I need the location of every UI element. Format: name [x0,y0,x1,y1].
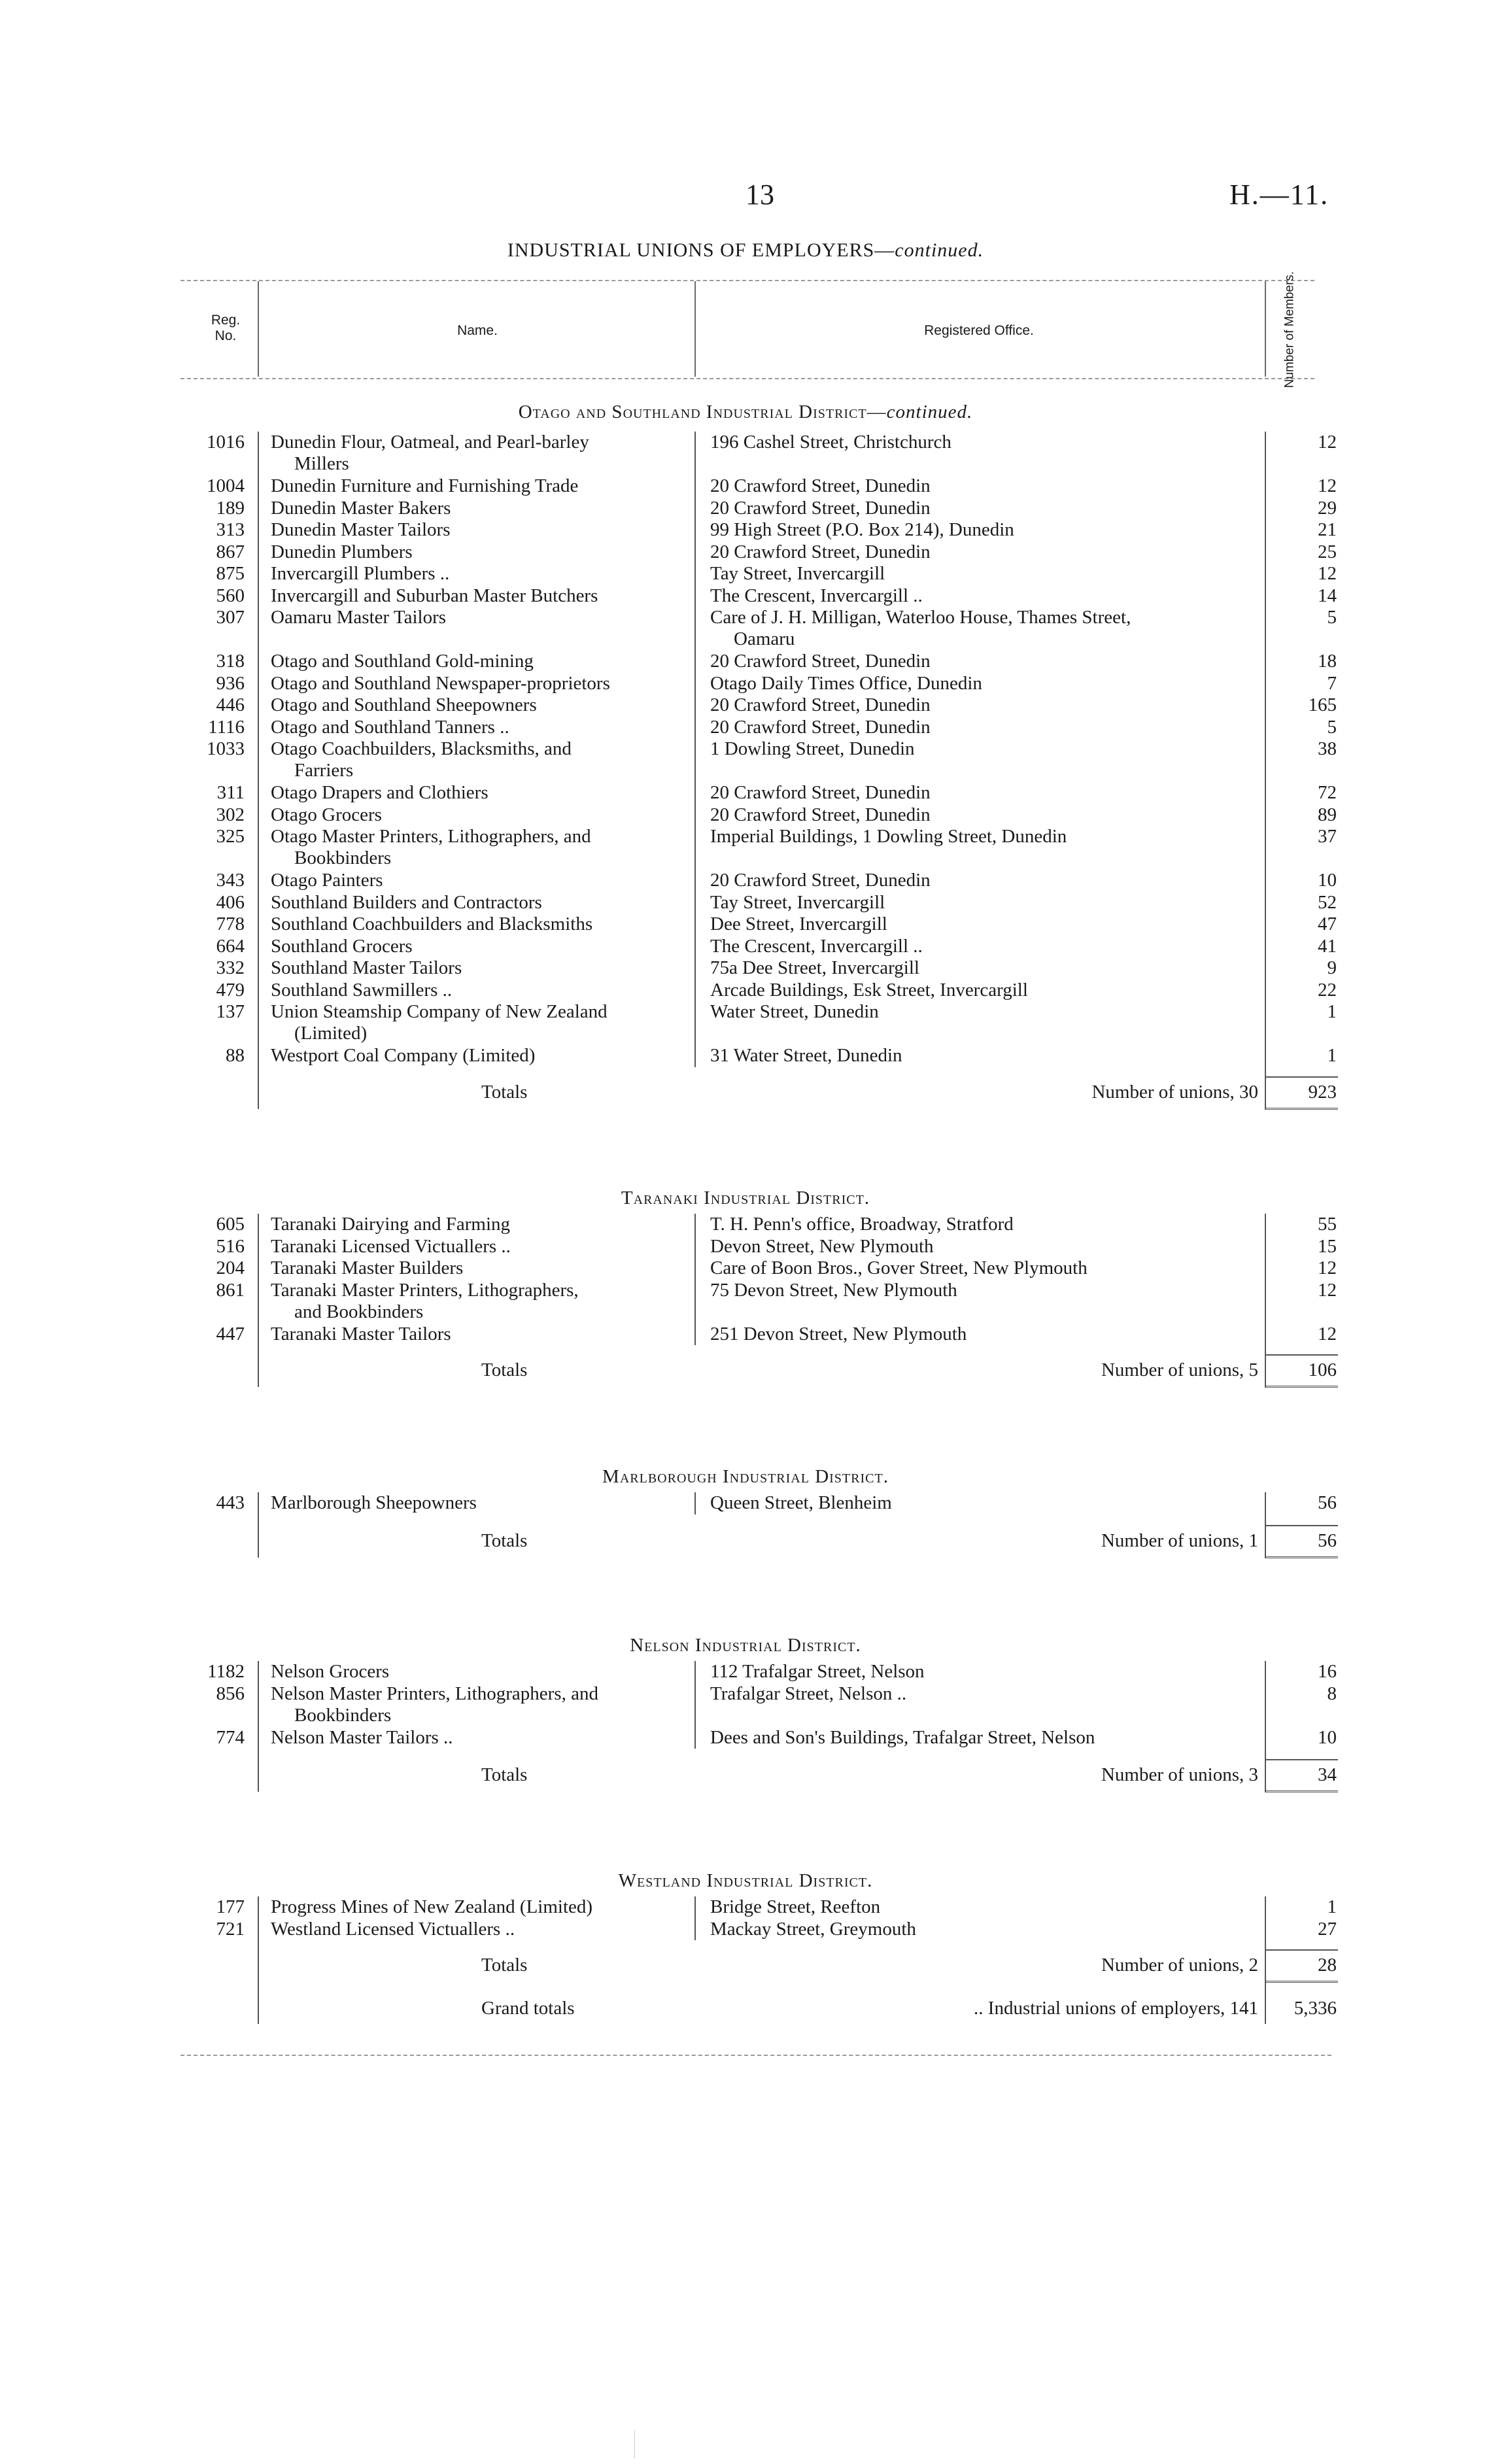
section-title-westland: Westland Industrial District. [618,1870,873,1891]
office-line: Care of J. H. Milligan, Waterloo House, Thames Street, [710,607,1131,628]
column-divider [694,1896,696,1940]
reg-number: 311 [216,782,245,803]
registered-office [710,738,1253,760]
totals-label: Totals [481,1764,528,1785]
totals-box [1265,1525,1338,1558]
reg-number: 664 [216,935,245,957]
column-divider [258,1896,259,2024]
registered-office [710,936,1253,957]
totals-label: Totals [481,1081,528,1103]
union-name-line: Southland Master Tailors [271,957,462,978]
reg-number: 189 [216,497,245,519]
totals-unions: Number of unions, 1 [1101,1530,1258,1551]
grand-totals-label: Grand totals [481,1998,575,2019]
union-name-line: Taranaki Dairying and Farming [271,1214,510,1235]
totals-unions: Number of unions, 5 [1101,1360,1258,1380]
office-line: 20 Crawford Street, Dunedin [710,694,931,715]
union-name [271,1001,684,1044]
office-line: 31 Water Street, Dunedin [710,1045,902,1066]
column-header-members: Number of Members. [1282,271,1297,388]
registered-office [710,914,1253,935]
union-name [271,694,684,716]
member-count: 14 [1318,585,1337,606]
reg-number: 1033 [207,738,245,759]
column-header-reg: Reg. No. [211,313,241,343]
union-name-line: Otago Coachbuilders, Blacksmiths, and [271,738,572,759]
union-name [271,673,684,694]
office-line: 112 Trafalgar Street, Nelson [710,1661,925,1682]
reg-number: 307 [216,607,245,628]
union-name [271,738,684,781]
union-name [271,475,684,497]
office-line: Tay Street, Invercargill [710,563,885,584]
header-top-rule [180,280,1314,281]
reg-number: 332 [216,957,245,978]
totals-box [1265,1354,1338,1388]
member-count: 89 [1318,804,1337,825]
union-name [271,1896,684,1918]
reg-number: 177 [216,1896,245,1917]
reg-number: 406 [216,891,245,913]
union-name [271,498,684,519]
union-name-line: Southland Coachbuilders and Blacksmiths [271,914,593,934]
union-name [271,432,684,475]
column-divider [694,432,696,1067]
office-line: 20 Crawford Street, Dunedin [710,782,931,803]
union-name [271,717,684,738]
registered-office [710,1324,1253,1345]
union-name-line: Invercargill and Suburban Master Butchers [271,585,598,606]
union-name-continued: Millers [294,453,349,474]
reg-number: 774 [216,1726,245,1748]
reg-number: 343 [216,870,245,891]
office-line: The Crescent, Invercargill .. [710,585,923,606]
union-name-line: Dunedin Furniture and Furnishing Trade [271,475,579,496]
union-name-line: Taranaki Licensed Victuallers .. [271,1235,511,1257]
registered-office [710,541,1253,563]
member-count: 52 [1318,891,1337,913]
member-count: 29 [1318,497,1337,519]
union-name-line: Taranaki Master Tailors [271,1323,451,1344]
member-count: 21 [1318,519,1337,540]
union-name [271,1214,684,1235]
column-header-office: Registered Office. [924,323,1034,338]
union-name-continued: and Bookbinders [294,1301,424,1322]
reg-number: 204 [216,1258,245,1278]
header-bottom-rule [180,378,1314,379]
reg-number: 861 [216,1279,245,1301]
column-header-name: Name. [457,323,498,338]
registered-office [710,519,1253,541]
office-line: 20 Crawford Street, Dunedin [710,475,931,496]
office-line: Bridge Street, Reefton [710,1896,881,1917]
reg-number: 446 [216,694,245,715]
office-line: 75 Devon Street, New Plymouth [710,1279,957,1301]
union-name-line: Nelson Grocers [271,1661,390,1682]
reg-number: 447 [216,1323,245,1344]
union-name-line: Westport Coal Company (Limited) [271,1045,536,1066]
registered-office [710,826,1253,847]
office-line: Devon Street, New Plymouth [710,1235,934,1257]
member-count: 27 [1318,1918,1337,1940]
office-line: 20 Crawford Street, Dunedin [710,541,931,562]
registered-office [710,563,1253,585]
office-line: Trafalgar Street, Nelson .. [710,1683,907,1704]
totals-members: 34 [1318,1764,1337,1785]
office-line: 251 Devon Street, New Plymouth [710,1323,967,1344]
totals-members: 28 [1318,1955,1337,1976]
member-count: 25 [1318,541,1337,562]
totals-box [1265,1759,1338,1792]
union-name [271,1258,684,1279]
member-count: 12 [1318,1258,1337,1278]
union-name [271,804,684,826]
member-count: 22 [1318,979,1337,1001]
union-name [271,1661,684,1683]
section-title-otago: Otago and Southland Industrial District—continued. [518,402,973,422]
member-count: 10 [1318,1726,1337,1748]
totals-members: 106 [1308,1360,1337,1380]
totals-box [1265,1076,1338,1110]
office-line: Otago Daily Times Office, Dunedin [710,672,982,694]
column-divider [258,432,259,1109]
registered-office [710,1683,1253,1705]
reg-number: 313 [216,519,245,540]
union-name-continued: (Limited) [294,1023,368,1044]
reg-number: 479 [216,979,245,1001]
union-name-line: Otago and Southland Sheepowners [271,694,537,715]
member-count: 37 [1318,826,1337,847]
union-name [271,651,684,672]
member-count: 41 [1318,935,1337,957]
registered-office [710,1045,1253,1067]
office-line: Water Street, Dunedin [710,1001,879,1022]
totals-members: 923 [1308,1081,1337,1103]
union-name [271,541,684,563]
member-count: 12 [1318,432,1337,453]
member-count: 1 [1327,1896,1337,1917]
union-name-line: Union Steamship Company of New Zealand [271,1001,608,1022]
member-count: 10 [1318,870,1337,891]
member-count: 165 [1308,694,1337,715]
union-name [271,1727,684,1749]
registered-office [710,585,1253,607]
reg-number: 137 [216,1001,245,1022]
registered-office [710,475,1253,497]
member-count: 12 [1318,563,1337,584]
union-name-line: Otago Grocers [271,804,382,825]
reg-number: 443 [216,1492,245,1513]
member-count: 38 [1318,738,1337,759]
union-name [271,892,684,914]
registered-office [710,957,1253,979]
office-line: Care of Boon Bros., Gover Street, New Plymouth [710,1258,1088,1278]
member-count: 72 [1318,782,1337,803]
union-name-line: Taranaki Master Builders [271,1258,464,1278]
totals-label: Totals [481,1360,528,1380]
document-title [0,239,1491,262]
office-line: 99 High Street (P.O. Box 214), Dunedin [710,519,1014,540]
registered-office [710,717,1253,738]
page-reference: H.—11. [1229,179,1329,211]
section-title-marlborough: Marlborough Industrial District. [602,1466,889,1487]
office-line: 20 Crawford Street, Dunedin [710,497,931,519]
registered-office [710,1492,1253,1514]
union-name-line: Invercargill Plumbers .. [271,563,450,584]
union-name-line: Southland Grocers [271,935,413,957]
reg-number: 721 [216,1918,245,1940]
office-line: T. H. Penn's office, Broadway, Stratford [710,1214,1014,1235]
column-divider [258,1661,259,1792]
union-name [271,585,684,607]
registered-office [710,1280,1253,1301]
member-count: 9 [1327,957,1337,978]
office-line: 20 Crawford Street, Dunedin [710,870,931,891]
office-line: Mackay Street, Greymouth [710,1918,916,1940]
column-divider [694,1492,696,1514]
member-count: 15 [1318,1235,1337,1257]
section-title-nelson: Nelson Industrial District. [630,1635,861,1656]
section-title-taranaki: Taranaki Industrial District. [621,1188,870,1208]
member-count: 55 [1318,1214,1337,1235]
member-count: 7 [1327,672,1337,694]
reg-number: 88 [226,1045,245,1066]
union-name-continued: Farriers [294,760,354,781]
union-name [271,607,684,628]
union-name [271,563,684,585]
registered-office [710,1214,1253,1235]
totals-label: Totals [481,1955,528,1976]
column-divider [694,1214,696,1345]
scan-artifact [634,2430,635,2459]
office-line: Queen Street, Blenheim [710,1492,892,1513]
reg-number: 1182 [207,1661,245,1682]
registered-office [710,980,1253,1001]
union-name-line: Dunedin Flour, Oatmeal, and Pearl-barley [271,432,589,453]
column-divider [1265,1896,1266,2024]
member-count: 56 [1318,1492,1337,1513]
member-count: 12 [1318,1323,1337,1344]
column-divider [1265,432,1266,1109]
union-name [271,1045,684,1067]
registered-office [710,673,1253,694]
office-line: Dee Street, Invercargill [710,914,887,934]
union-name [271,980,684,1001]
office-line: 20 Crawford Street, Dunedin [710,716,931,738]
registered-office [710,1661,1253,1683]
column-divider [694,1661,696,1749]
union-name [271,870,684,891]
registered-office [710,1727,1253,1749]
union-name-line: Marlborough Sheepowners [271,1492,477,1513]
registered-office [710,1236,1253,1258]
office-continued: Oamaru [734,628,795,649]
member-count: 12 [1318,475,1337,496]
union-name-line: Otago Drapers and Clothiers [271,782,488,803]
totals-label: Totals [481,1530,528,1551]
union-name-line: Taranaki Master Printers, Lithographers, [271,1279,579,1301]
reg-number: 605 [216,1214,245,1235]
column-divider [1265,1492,1266,1558]
union-name [271,1919,684,1940]
totals-members: 56 [1318,1530,1337,1551]
union-name-line: Southland Sawmillers .. [271,979,453,1001]
registered-office [710,892,1253,914]
union-name-line: Dunedin Master Bakers [271,497,451,519]
reg-number: 875 [216,563,245,584]
union-name-line: Westland Licensed Victuallers .. [271,1918,515,1940]
registered-office [710,1919,1253,1940]
title-continued: continued. [895,239,984,261]
reg-number: 856 [216,1683,245,1704]
union-name [271,1280,684,1323]
reg-number: 1116 [208,716,245,738]
reg-number: 516 [216,1235,245,1257]
registered-office [710,432,1253,453]
office-line: The Crescent, Invercargill .. [710,935,923,957]
member-count: 12 [1318,1279,1337,1301]
union-name [271,914,684,935]
member-count: 5 [1327,716,1337,738]
member-count: 1 [1327,1045,1337,1066]
union-name [271,1324,684,1345]
union-name-line: Dunedin Plumbers [271,541,413,562]
registered-office [710,694,1253,716]
totals-unions: Number of unions, 3 [1101,1764,1258,1785]
union-name-line: Dunedin Master Tailors [271,519,451,540]
totals-unions: Number of unions, 30 [1091,1081,1258,1103]
union-name-line: Otago Master Printers, Lithographers, and [271,826,591,847]
office-line: Dees and Son's Buildings, Trafalgar Street, Nelson [710,1726,1095,1748]
registered-office [710,651,1253,672]
union-name-line: Southland Builders and Contractors [271,891,542,913]
registered-office [710,870,1253,891]
union-name [271,519,684,541]
reg-number: 867 [216,541,245,562]
registered-office [710,804,1253,826]
union-name-line: Otago Painters [271,870,383,891]
title-main: INDUSTRIAL UNIONS OF EMPLOYERS— [507,239,895,261]
member-count: 16 [1318,1661,1337,1682]
page-number: 13 [746,179,774,211]
column-divider [1265,1661,1266,1792]
registered-office [710,498,1253,519]
office-line: 20 Crawford Street, Dunedin [710,804,931,825]
union-name-continued: Bookbinders [294,847,392,868]
footer-rule [180,2055,1331,2056]
union-name [271,1236,684,1258]
registered-office [710,1258,1253,1279]
reg-number: 778 [216,914,245,934]
registered-office [710,1001,1253,1023]
office-line: 20 Crawford Street, Dunedin [710,651,931,672]
union-name [271,936,684,957]
union-name [271,957,684,979]
union-name-line: Nelson Master Tailors .. [271,1726,453,1748]
office-line: 1 Dowling Street, Dunedin [710,738,915,759]
member-count: 47 [1318,914,1337,934]
totals-unions: Number of unions, 2 [1101,1955,1258,1976]
union-name [271,782,684,804]
member-count: 1 [1327,1001,1337,1022]
column-divider [1265,1214,1266,1387]
union-name-line: Nelson Master Printers, Lithographers, and [271,1683,598,1704]
union-name-line: Oamaru Master Tailors [271,607,447,628]
union-name-line: Progress Mines of New Zealand (Limited) [271,1896,593,1917]
reg-number: 560 [216,585,245,606]
office-line: 75a Dee Street, Invercargill [710,957,919,978]
office-line: 196 Cashel Street, Christchurch [710,432,951,453]
reg-number: 318 [216,651,245,672]
registered-office [710,782,1253,804]
member-count: 5 [1327,607,1337,628]
registered-office [710,1896,1253,1918]
office-line: Tay Street, Invercargill [710,891,885,913]
reg-number: 936 [216,672,245,694]
reg-number: 302 [216,804,245,825]
grand-totals-members: 5,336 [1294,1998,1337,2019]
union-name-continued: Bookbinders [294,1704,392,1726]
column-divider [258,1492,259,1558]
grand-totals-unions: .. Industrial unions of employers, 141 [974,1998,1258,2019]
office-line: Imperial Buildings, 1 Dowling Street, Dunedin [710,826,1067,847]
union-name [271,1683,684,1726]
totals-box [1265,1949,1338,1983]
member-count: 8 [1327,1683,1337,1704]
union-name-line: Otago and Southland Gold-mining [271,651,534,672]
registered-office [710,607,1253,650]
office-line: Arcade Buildings, Esk Street, Invercargill [710,979,1028,1001]
union-name [271,826,684,869]
column-divider [258,1214,259,1387]
union-name-line: Otago and Southland Newspaper-proprietors [271,672,610,694]
member-count: 18 [1318,651,1337,672]
reg-number: 1016 [207,432,245,453]
reg-number: 325 [216,826,245,847]
union-name [271,1492,684,1514]
reg-number: 1004 [207,475,245,496]
union-name-line: Otago and Southland Tanners .. [271,716,509,738]
